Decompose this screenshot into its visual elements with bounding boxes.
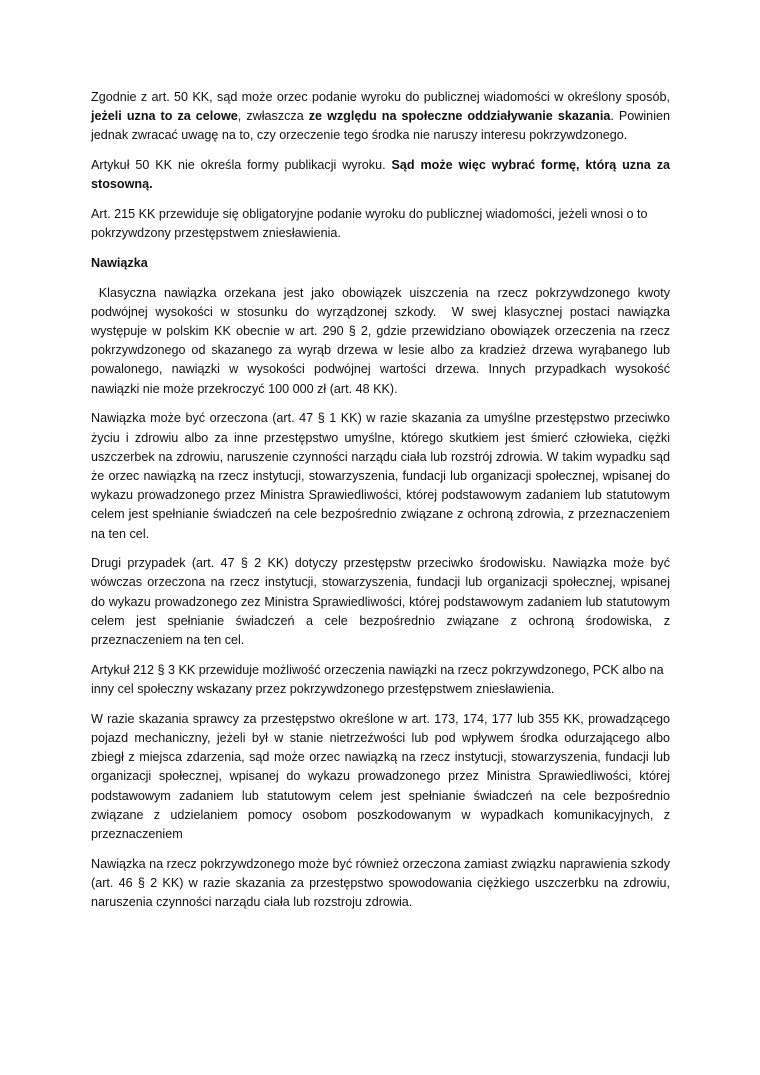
bold-phrase: ze względu na społeczne oddziaływanie skazania [308, 109, 611, 124]
bold-phrase: jeżeli uzna to za celowe [91, 109, 238, 124]
paragraph-traffic-offences: W razie skazania sprawcy za przestępstwo określone w art. 173, 174, 177 lub 355 KK, prowadzącego pojazd mechaniczny, jeżeli był w stanie nietrzeźwości lub pod wpływem środka odurzającego albo zbiegł z miejsca zdarzenia, sąd może orzec nawiązką na rzecz instytucji, stowarzyszenia, fundacji lub organizacji społecznej, wpisanej do wykazu prowadzonego przez Ministra Sprawiedliwości, której podstawowym zadaniem lub statutowym celem jest spełnianie świadczeń na cele bezpośrednio związane z udzielaniem pomocy osobom poszkodowanym w wypadkach komunikacyjnych, z przeznaczeniem [91, 711, 670, 841]
paragraph-art-46: Nawiązka na rzecz pokrzywdzonego może być również orzeczona zamiast związku naprawienia szkody (art. 46 § 2 KK) w razie skazania za przestępstwo spowodowania ciężkiego uszczerbku na zdrowiu, naruszenia czynności narządu ciała lub rozstroju zdrowia. [91, 856, 670, 910]
document-page [91, 88, 674, 923]
paragraph-art-215: Art. 215 KK przewiduje się obligatoryjne podanie wyroku do publicznej wiadomości, jeżeli wnosi o to pokrzywdzony przestępstwem zniesławienia. [91, 207, 648, 241]
paragraph-classic-nawiazka: Klasyczna nawiązka orzekana jest jako obowiązek uiszczenia na rzecz pokrzywdzonego kwoty podwójnej wysokości w stosunku do wyrządzonej szkody. W swej klasycznej postaci nawiązka występuje w polskim KK obecnie w art. 290 § 2, gdzie przewidziano obowiązek orzeczenia na rzecz pokrzywdzonego od skazanego za wyrąb drzewa w lesie albo za kradzież drzewa wyrąbanego lub powalonego, nawiązki w wysokości podwójnej wartości drzewa. Innych przypadkach wysokość nawiązki nie może przekroczyć 100 000 zł (art. 48 KK). [91, 285, 674, 396]
paragraph-text: . Powinien jednak zwracać uwagę na to, czy orzeczenie tego środka nie naruszy interesu pokrzywdzonego. [91, 109, 670, 143]
bold-phrase: Sąd może więc wybrać formę, którą uzna za stosowną. [91, 158, 670, 192]
paragraph-text: , zwłaszcza [237, 109, 309, 124]
paragraph-text: Artykuł 50 KK nie określa formy publikacji wyroku. [91, 158, 392, 173]
paragraph-art-50-publication [91, 88, 670, 146]
paragraph-text: Zgodnie z art. 50 KK, sąd może orzec podanie wyroku do publicznej wiadomości w określony sposób, [91, 90, 670, 104]
section-heading-nawiazka: Nawiązka [91, 255, 148, 270]
paragraph-art-47-2: Drugi przypadek (art. 47 § 2 KK) dotyczy przestępstw przeciwko środowisku. Nawiązka może być wówczas orzeczona na rzecz instytucji, stowarzyszenia, fundacji lub organizacji społecznej, wpisanej do wykazu prowadzonego zez Ministra Sprawiedliwości, której podstawowym zadaniem lub statutowym celem jest spełnianie świadczeń a cele bezpośrednio związane z ochroną środowiska, z przeznaczeniem na ten cel. [91, 556, 670, 648]
paragraph-art-212: Artykuł 212 § 3 KK przewiduje możliwość orzeczenia nawiązki na rzecz pokrzywdzonego, PCK albo na inny cel społeczny wskazany przez pokrzywdzonego przestępstwem zniesławienia. [91, 662, 664, 696]
paragraph-art-47-1: Nawiązka może być orzeczona (art. 47 § 1 KK) w razie skazania za umyślne przestępstwo przeciwko życiu i zdrowiu albo za inne przestępstwo umyślne, którego skutkiem jest śmierć człowieka, ciężki uszczerbek na zdrowiu, naruszenie czynności narządu ciała lub rozstrój zdrowia. W takim wypadku sąd że orzec nawiązką na rzecz instytucji, stowarzyszenia, fundacji lub organizacji społecznej, wpisanej do wykazu prowadzonego przez Ministra Sprawiedliwości, której podstawowym zadaniem lub statutowym celem jest spełnianie świadczeń na cele bezpośrednio związane z ochroną zdrowia, z przeznaczeniem na ten cel. [91, 411, 670, 541]
paragraph-art-50-form [91, 156, 670, 194]
